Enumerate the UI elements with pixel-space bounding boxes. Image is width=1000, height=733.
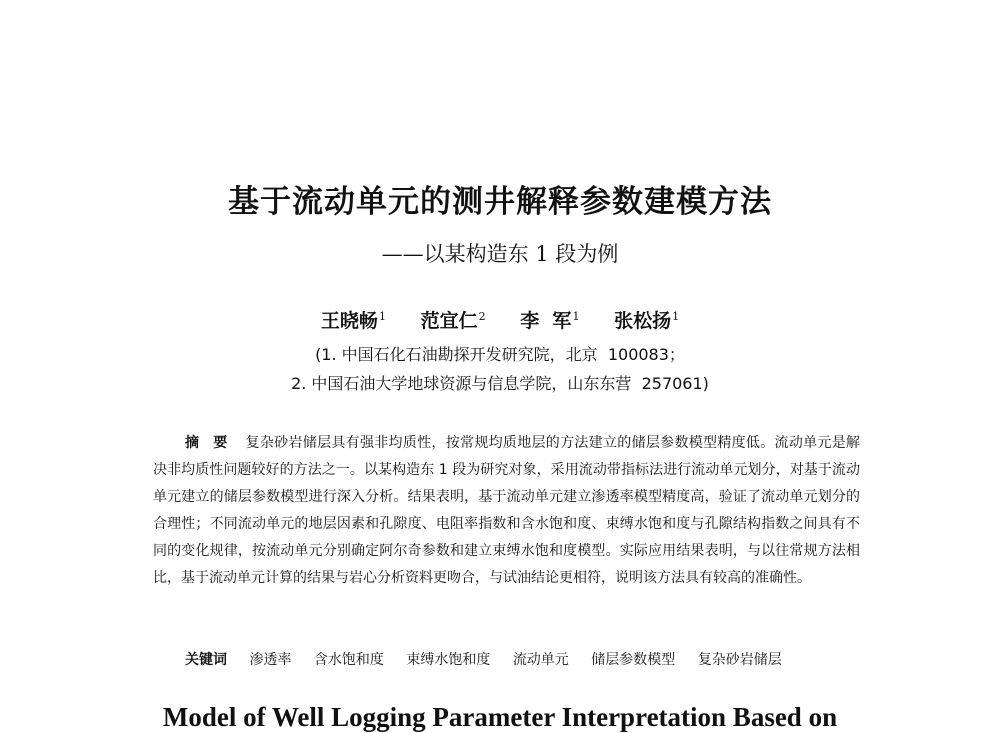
keyword: 束缚水饱和度 <box>406 652 491 668</box>
author: 范宜仁$^2$ <box>420 309 486 332</box>
author: 李 军$^1$ <box>520 309 580 332</box>
english-title: Model of Well Logging Parameter Interpretation Based on <box>162 702 838 732</box>
keywords-label: 关键词 <box>185 652 227 668</box>
keyword: 渗透率 <box>249 652 292 668</box>
paper-subtitle: ——以某构造东 1 段为例 <box>381 242 619 266</box>
author-list <box>0 306 1000 333</box>
keyword: 含水饱和度 <box>313 652 384 668</box>
keyword: 流动单元 <box>512 652 569 668</box>
author: 张松扬$^1$ <box>614 309 680 332</box>
paper-title: 基于流动单元的测井解释参数建模方法 <box>228 184 772 220</box>
author: 王晓畅$^1$ <box>320 309 386 332</box>
keyword: 复杂砂岩储层 <box>697 652 782 668</box>
keywords <box>185 649 885 669</box>
affiliation-line: (1. 中国石化石油勘探开发研究院，北京 100083； <box>315 345 685 364</box>
keyword: 储层参数模型 <box>591 652 676 668</box>
affiliation-line: 2. 中国石油大学地球资源与信息学院，山东东营 257061) <box>291 374 709 393</box>
abstract-label: 摘要 <box>185 435 242 451</box>
abstract-text: 复杂砂岩储层具有强非均质性，按常规均质地层的方法建立的储层参数模型精度低。流动单元是解决非均质性问题较好的方法之一。以某构造东 1 段为研究对象，采用流动带指标法进行流动单元划分，对基于流动单元建立的储层参数模型进行深入分析。结果表明，基于流动单元建立渗透率模型精度高，验证了流动单元划分的合理性；不同流动单元的地层因素和孔隙度、电阻率指数和含水饱和度、束缚水饱和度与孔隙结构指数之间具有不同的变化规律，按流动单元分别确定阿尔奇参数和建立束缚水饱和度模型。实际应用结果表明，与以往常规方法相比，基于流动单元计算的结果与岩心分析资料更吻合，与试油结论更相符，说明该方法具有较高的准确性。 <box>153 435 861 586</box>
abstract <box>153 430 860 592</box>
